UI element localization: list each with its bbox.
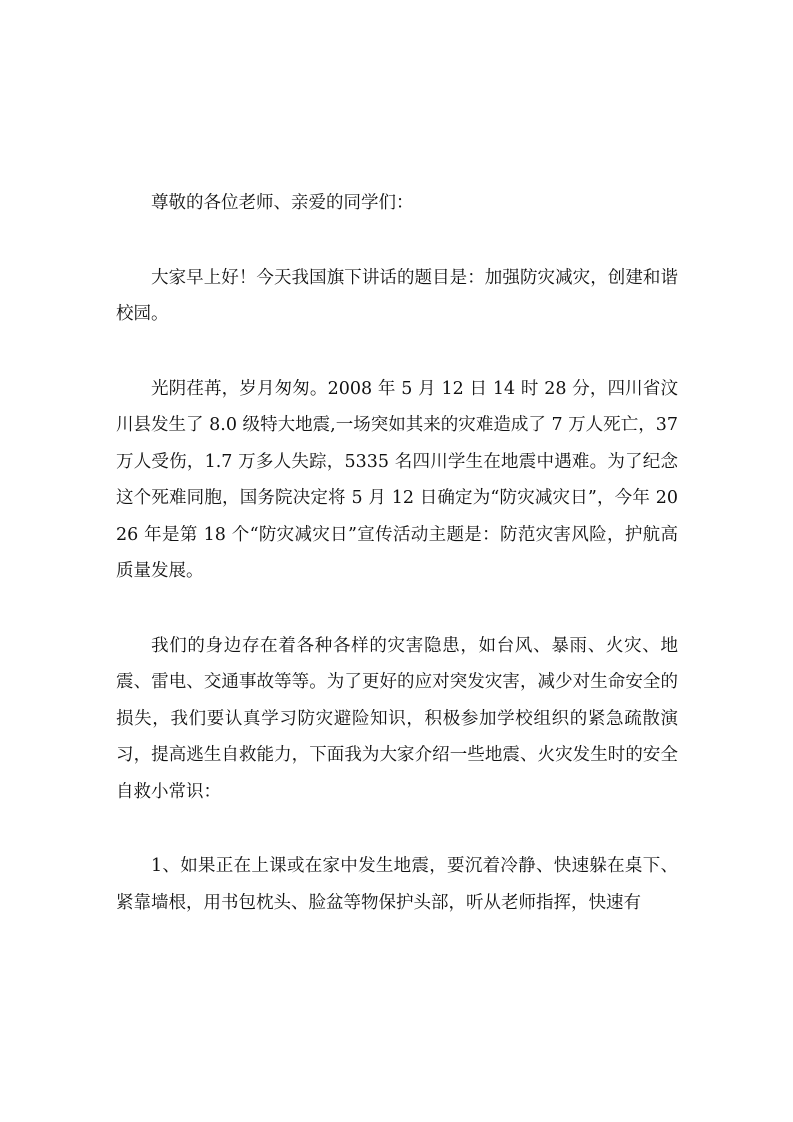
paragraph-gap	[116, 333, 678, 371]
paragraph-gap	[116, 810, 678, 848]
paragraph-greeting: 大家早上好！今天我国旗下讲话的题目是：加强防灾减灾，创建和谐校园。	[116, 267, 678, 324]
salutation: 尊敬的各位老师、亲爱的同学们：	[151, 193, 414, 213]
paragraph-tip-1: 1、如果正在上课或在家中发生地震，要沉着冷静、快速躲在桌下、紧靠墙根，用书包枕头、脸盆等物保护头部，听从老师指挥，快速有	[116, 856, 678, 913]
paragraph-gap	[116, 222, 678, 260]
document-body	[116, 185, 678, 921]
paragraph-hazards: 我们的身边存在着各种各样的灾害隐患，如台风、暴雨、火灾、地震、雷电、交通事故等等。为了更好的应对突发灾害，减少对生命安全的损失，我们要认真学习防灾避险知识，积极参加学校组织的紧急疏散演习，提高逃生自救能力，下面我为大家介绍一些地震、火灾发生时的安全自救小常识：	[116, 635, 678, 802]
paragraph-history: 光阴荏苒，岁月匆匆。2008 年 5 月 12 日 14 时 28 分，四川省汶川县发生了 8.0 级特大地震,一场突如其来的灾难造成了 7 万人死亡，37 万人受伤，1.7 万多人失踪，5335 名四川学生在地震中遇难。为了纪念这个死难同胞，国务院决定将 5 月 12 日确定为“防灾减灾日”，今年 2026 年是第 18 个“防灾减灾日”宣传活动主题是：防范灾害风险，护航高质量发展。	[116, 378, 678, 581]
paragraph-gap	[116, 590, 678, 628]
